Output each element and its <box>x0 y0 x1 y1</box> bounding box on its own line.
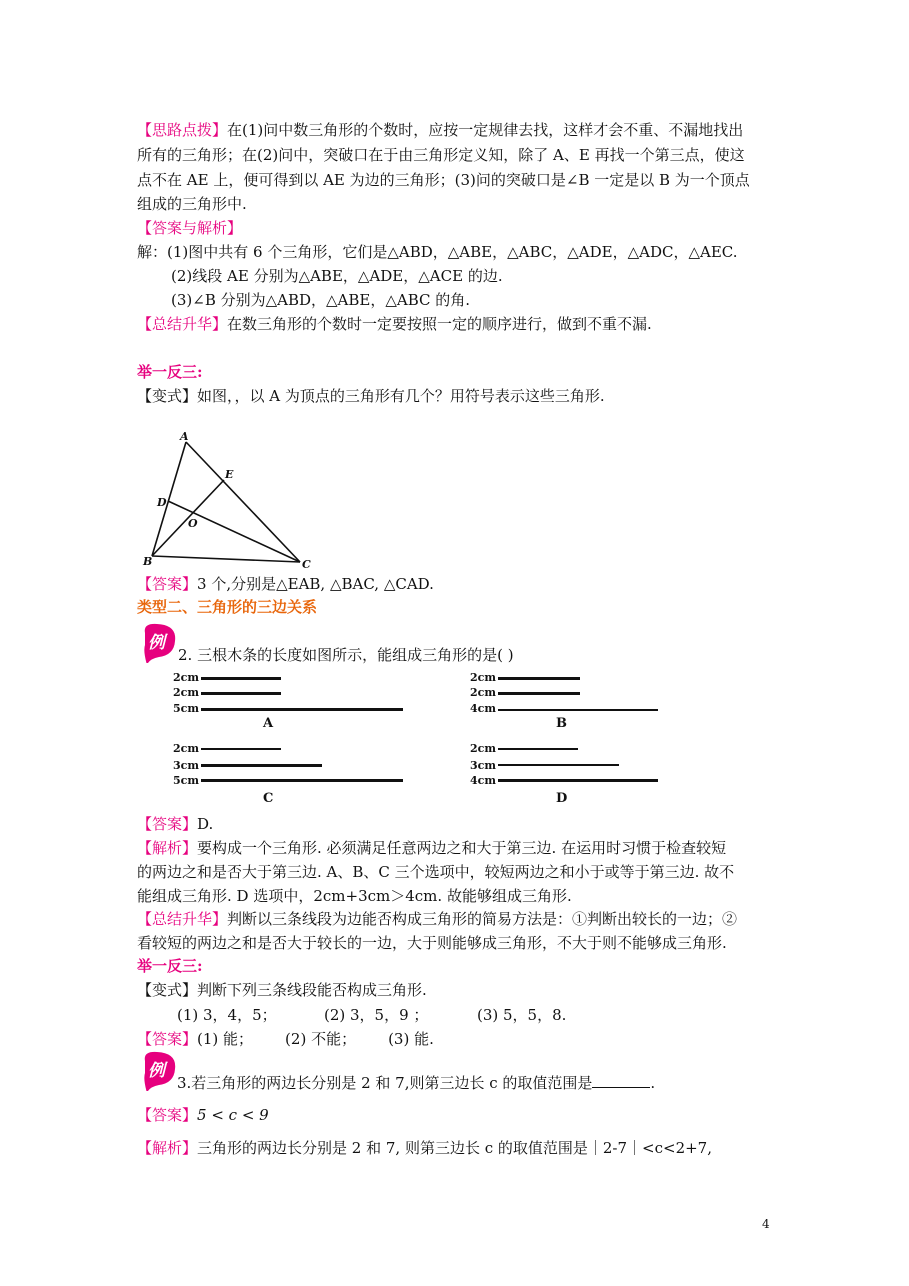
option-d-letter: D <box>556 791 568 806</box>
label-c: C <box>302 558 311 571</box>
section-type-2-heading: 类型二、三角形的三边关系 <box>137 598 318 616</box>
label-b: B <box>143 555 153 568</box>
stick-b-2 <box>498 692 580 695</box>
example-2-question: 2. 三根木条的长度如图所示，能组成三角形的是( ) <box>178 646 514 664</box>
label-a: A <box>180 430 189 443</box>
variant-question-1: 【变式】如图，，以 A 为顶点的三角形有几个？用符号表示这些三角形. <box>137 387 605 405</box>
label-d: D <box>157 496 167 509</box>
stick-a-3 <box>201 708 403 711</box>
explanation-4: 【解析】三角形的两边长分别是 2 和 7, 则第三边长 c 的取值范围是｜2-7｜<c<2+7, <box>137 1139 712 1157</box>
summary-2-line-2: 看较短的两边之和是否大于较长的一边，大于则能够成三角形，不大于则不能够成三角形. <box>137 934 727 952</box>
variant-2-item-1: (1) 3，4，5； <box>177 1006 277 1024</box>
stick-b-3 <box>498 709 658 711</box>
explanation-2-line-3: 能组成三角形. D 选项中，2cm+3cm＞4cm. 故能够组成三角形. <box>137 887 572 905</box>
edge-bc <box>152 556 300 562</box>
practice-heading-1: 举一反三: <box>137 363 203 381</box>
stick-d-1 <box>498 748 578 750</box>
variant-question-2: 【变式】判断下列三条线段能否构成三角形. <box>137 981 427 999</box>
stick-a-2 <box>201 692 281 695</box>
svg-text:例: 例 <box>148 633 165 653</box>
segment-cd <box>168 501 300 562</box>
solution-line-1: 解：(1)图中共有 6 个三角形，它们是△ABD，△ABE，△ABC，△ADE，△ADC，△AEC. <box>137 243 738 261</box>
triangle-figure <box>140 428 320 573</box>
stick-b-1 <box>498 677 580 680</box>
option-b-letter: B <box>556 716 567 731</box>
stick-d-2 <box>498 764 619 766</box>
answer-blank <box>592 1073 650 1088</box>
explanation-2-line-2: 的两边之和是否大于第三边. A、B、C 三个选项中，较短两边之和小于或等于第三边. 故不 <box>137 863 735 881</box>
hint-line-4: 组成的三角形中. <box>137 195 247 213</box>
option-c-letter: C <box>263 791 274 806</box>
stick-c-1 <box>201 748 281 750</box>
variant-2-item-2: (2) 3，5，9 ； <box>324 1006 429 1024</box>
hint-tag: 【思路点拨】 <box>137 121 228 139</box>
hint-line-2: 所有的三角形；在(2)问中，突破口在于由三角形定义知，除了 A、E 再找一个第三点，使这 <box>137 146 745 164</box>
label-e: E <box>225 468 234 481</box>
stick-a-1 <box>201 677 281 680</box>
answer-1: 【答案】3 个,分别是△EAB, △BAC, △CAD. <box>137 575 434 593</box>
practice-heading-2: 举一反三: <box>137 957 203 975</box>
hint-line-3: 点不在 AE 上，便可得到以 AE 为边的三角形；(3)问的突破口是∠B 一定是以 B 为一个顶点 <box>137 171 750 189</box>
explanation-2-line-1: 【解析】要构成一个三角形. 必须满足任意两边之和大于第三边. 在运用时习惯于检查较短 <box>137 839 727 857</box>
label-o: O <box>188 517 198 530</box>
solution-line-2: (2)线段 AE 分别为△ABE，△ADE，△ACE 的边. <box>171 267 503 285</box>
solution-line-3: (3)∠B 分别为△ABD，△ABE，△ABC 的角. <box>171 291 471 309</box>
stick-c-2 <box>201 764 322 767</box>
option-a-letter: A <box>263 716 274 731</box>
answer-analysis-tag: 【答案与解析】 <box>137 219 243 237</box>
page-number: 4 <box>762 1217 770 1231</box>
example-3-question: 3.若三角形的两边长分别是 2 和 7,则第三边长 c 的取值范围是 . <box>177 1074 656 1092</box>
answer-3: 【答案】(1) 能； (2) 不能； (3) 能. <box>137 1030 434 1048</box>
answer-4: 【答案】5 < c < 9 <box>137 1106 269 1124</box>
summary-line-1: 【总结升华】在数三角形的个数时一定要按照一定的顺序进行，做到不重不漏. <box>137 315 652 333</box>
hint-line-1: 【思路点拨】在(1)问中数三角形的个数时，应按一定规律去找，这样才会不重、不漏地找出 <box>137 121 744 139</box>
svg-text:例: 例 <box>148 1061 165 1081</box>
example-icon <box>139 621 181 663</box>
stick-d-3 <box>498 779 658 782</box>
example-icon-2 <box>139 1049 181 1091</box>
answer-2: 【答案】D. <box>137 815 214 833</box>
summary-2-line-1: 【总结升华】判断以三条线段为边能否构成三角形的简易方法是：①判断出较长的一边；② <box>137 910 738 928</box>
variant-2-item-3: (3) 5，5，8. <box>477 1006 567 1024</box>
stick-c-3 <box>201 779 403 782</box>
